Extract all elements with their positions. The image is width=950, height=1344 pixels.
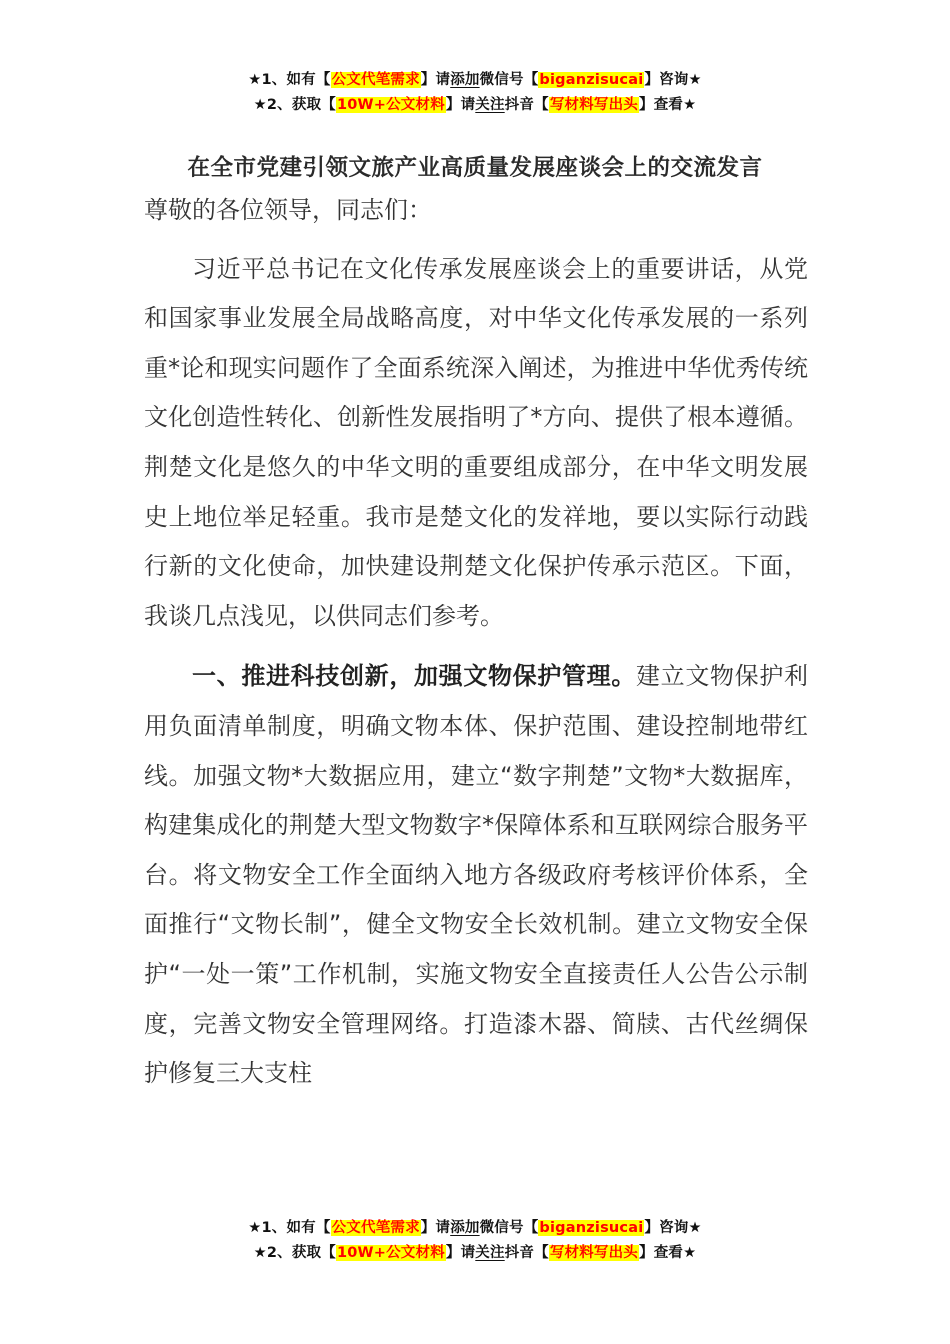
intro-paragraph: 习近平总书记在文化传承发展座谈会上的重要讲话，从党和国家事业发展全局战略高度，对中华文化传承发展的一系列重*论和现实问题作了全面系统深入阐述，为推进中华优秀传统文化创造性转化、创新性发展指明了*方向、提供了根本遵循。荆楚文化是悠久的中华文明的重要组成部分，在中华文明发展史上地位举足轻重。我市是楚文化的发祥地，要以实际行动践行新的文化使命，加快建设荆楚文化保护传承示范区。下面，我谈几点浅见，以供同志们参考。 [144, 254, 808, 630]
document-body [144, 186, 808, 1099]
highlight-wechat-id: biganzisucai [539, 72, 644, 88]
highlight-materials: 10W+公文材料 [336, 97, 445, 113]
promo-line-2: ★2、获取【10W+公文材料】请关注抖音【写材料写出头】查看★ [253, 1245, 697, 1261]
promo-line-1: ★1、如有【公文代笔需求】请添加微信号【biganzisucai】咨询★ [248, 1220, 702, 1236]
highlight-service: 公文代笔需求 [331, 1220, 420, 1236]
highlight-wechat-id: biganzisucai [539, 1220, 644, 1236]
highlight-douyin-account: 写材料写出头 [549, 97, 639, 113]
promo-line-1: ★1、如有【公文代笔需求】请添加微信号【biganzisucai】咨询★ [248, 72, 702, 88]
highlight-service: 公文代笔需求 [331, 72, 420, 88]
salutation: 尊敬的各位领导，同志们： [144, 196, 432, 224]
section-1-body: 建立文物保护利用负面清单制度，明确文物本体、保护范围、建设控制地带红线。加强文物*大数据应用，建立“数字荆楚”文物*大数据库，构建集成化的荆楚大型文物数字*保障体系和互联网综合服务平台。将文物安全工作全面纳入地方各级政府考核评价体系，全面推行“文物长制”，健全文物安全长效机制。建立文物安全保护“一处一策”工作机制，实施文物安全直接责任人公告公示制度，完善文物安全管理网络。打造漆木器、简牍、古代丝绸保护修复三大支柱 [144, 662, 808, 1088]
promo-line-2: ★2、获取【10W+公文材料】请关注抖音【写材料写出头】查看★ [253, 97, 697, 113]
document-title: 在全市党建引领文旅产业高质量发展座谈会上的交流发言 [187, 155, 763, 181]
footer-promo-banner [0, 1216, 950, 1266]
section-1-heading: 一、推进科技创新，加强文物保护管理。 [192, 662, 636, 691]
highlight-douyin-account: 写材料写出头 [549, 1245, 639, 1261]
highlight-materials: 10W+公文材料 [336, 1245, 445, 1261]
header-promo-banner [0, 68, 950, 118]
section-1-paragraph [144, 652, 808, 1098]
